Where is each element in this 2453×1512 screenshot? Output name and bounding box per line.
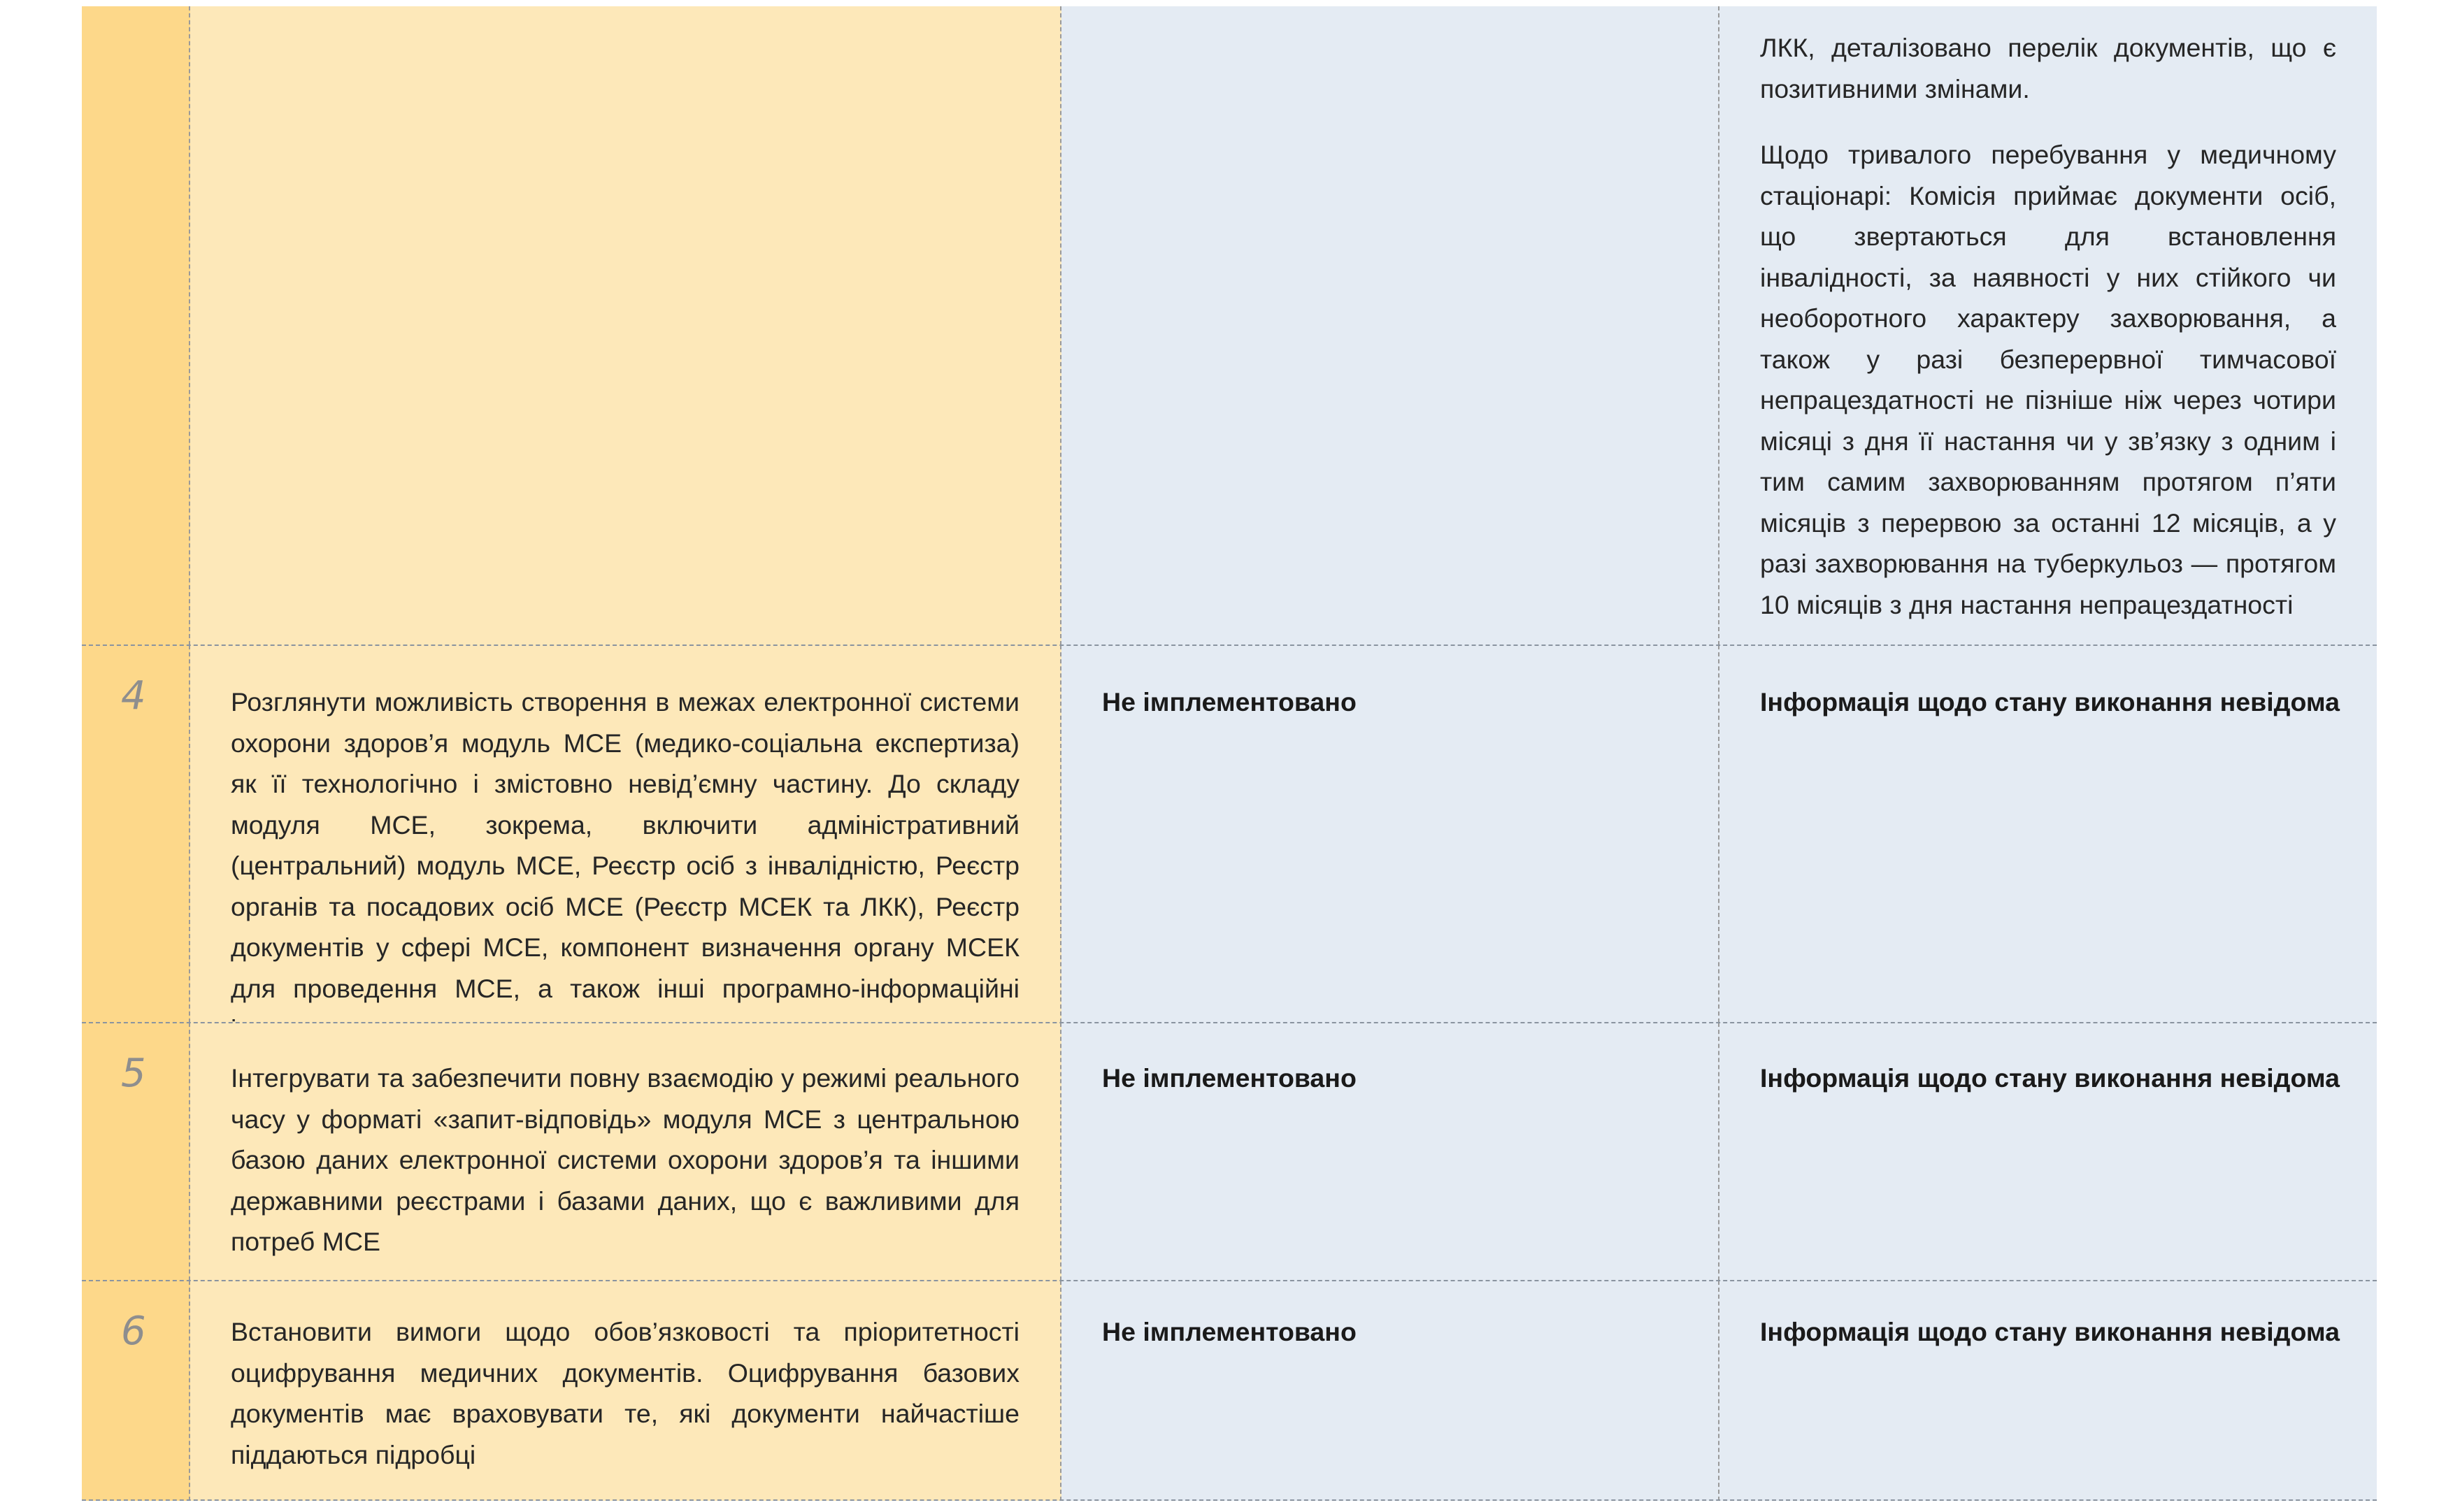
row-number: 5	[121, 1051, 146, 1096]
row-number-cell	[82, 6, 190, 645]
table-row	[82, 645, 2377, 1023]
task-text: Інтегрувати та забезпечити повну взаємодію у режимі реального часу у форматі «запит-відповідь» модуля МСЕ з центральною базою даних електронної системи охорони здоров’я та іншими державними реєстрами і базами даних, що є важливими для потреб МСЕ	[231, 1063, 1020, 1256]
row-divider	[82, 645, 2377, 646]
measures-table	[82, 6, 2377, 1501]
status-cell	[1061, 1023, 1719, 1281]
table-row	[82, 1023, 2377, 1281]
row-number-cell	[82, 1023, 190, 1281]
row-number-cell	[82, 645, 190, 1023]
comment-cell	[1719, 1023, 2377, 1281]
task-cell	[190, 645, 1061, 1023]
row-divider	[82, 1499, 2377, 1501]
task-cell	[190, 1023, 1061, 1281]
status-text: Не імплементовано	[1102, 1317, 1357, 1346]
task-cell	[190, 6, 1061, 645]
task-text: Встановити вимоги щодо обов’язковості та пріоритетності оцифрування медичних документів. Оцифрування базових документів має враховувати те, які документи найчастіше піддаються підробці	[231, 1317, 1020, 1469]
status-cell	[1061, 6, 1719, 645]
comment-text: Інформація щодо стану виконання невідома	[1760, 1063, 2340, 1093]
row-number: 4	[121, 673, 146, 719]
task-cell	[190, 1281, 1061, 1501]
comment-paragraph: Щодо тривалого перебування у медичному стаціонарі: Комісія приймає документи осіб, що звертаються для встановлення інвалідності, за наявності у них стійкого чи необоротного характеру захворювання, а також у разі безперервної тимчасової непрацездатності не пізніше ніж через чотири місяці з дня її настання чи у зв’язку з одним і тим самим захворюванням протягом п’яти місяців з перервою за останні 12 місяців, а у разі захворювання на туберкульоз — протягом 10 місяців з дня настання непрацездатності	[1760, 140, 2336, 619]
row-divider	[82, 1022, 2377, 1023]
comment-cell	[1719, 6, 2377, 645]
table-row	[82, 6, 2377, 645]
row-divider	[82, 1280, 2377, 1281]
row-number-cell	[82, 1281, 190, 1501]
table-row	[82, 1281, 2377, 1501]
comment-cell	[1719, 645, 2377, 1023]
comment-text	[1760, 27, 2336, 625]
status-cell	[1061, 645, 1719, 1023]
status-text: Не імплементовано	[1102, 687, 1357, 717]
comment-paragraph: ЛКК, деталізовано перелік документів, що є позитивними змінами.	[1760, 33, 2336, 103]
status-text: Не імплементовано	[1102, 1063, 1357, 1093]
task-text: Розглянути можливість створення в межах електронної системи охорони здоров’я модуль МСЕ (медико-соціальна експертиза) як її технологічно і змістовно невід’ємну частину. До складу модуля МСЕ, зокрема, включити адміністративний (центральний) модуль МСЕ, Реєстр осіб з інвалідністю, Реєстр органів та посадових осіб МСЕ (Реєстр МСЕК та ЛКК), Реєстр документів у сфері МСЕ, компонент визначення органу МСЕК для проведення МСЕ, а також інші програмно-інформаційні	[231, 687, 1020, 1003]
comment-text: Інформація щодо стану виконання невідома	[1760, 687, 2340, 717]
comment-text: Інформація щодо стану виконання невідома	[1760, 1317, 2340, 1346]
comment-cell	[1719, 1281, 2377, 1501]
row-number: 6	[121, 1309, 146, 1354]
status-cell	[1061, 1281, 1719, 1501]
